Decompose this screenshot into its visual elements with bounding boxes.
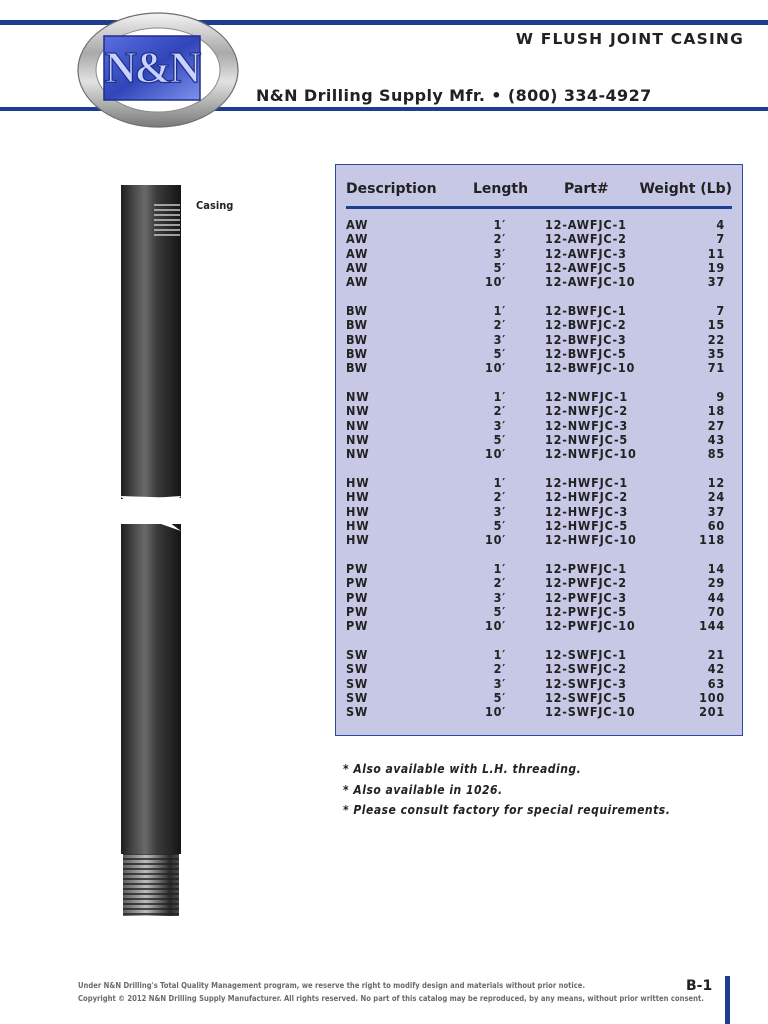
cell-description: AW [346,231,369,247]
logo-text: N&N [104,43,200,92]
note-consult-factory: * Please consult factory for special requirements. [343,803,671,817]
cell-length: 10′ [484,532,506,548]
table-group [336,648,742,719]
table-group [336,562,742,633]
cell-part-number: 12-AWFJC-1 [545,217,627,232]
cell-part-number: 12-SWFJC-10 [545,704,636,720]
cell-weight: 21 [707,646,725,662]
cell-length: 10′ [484,360,506,376]
cell-length: 1′ [493,217,506,232]
cell-length: 3′ [493,245,506,261]
cell-part-number: 12-PWFJC-10 [545,618,636,634]
table-row [336,691,742,705]
cell-length: 10′ [484,446,506,462]
cell-description: BW [346,360,368,376]
cell-weight: 35 [707,345,725,361]
cell-weight: 29 [707,575,725,591]
column-header-length: Length [473,181,529,197]
table-row [336,361,742,375]
cell-part-number: 12-BWFJC-10 [545,360,636,376]
table-group [336,304,742,375]
cell-weight: 22 [707,331,725,347]
cell-length: 2′ [493,489,506,505]
page-number-bar [725,976,730,1024]
cell-part-number: 12-PWFJC-1 [545,560,627,576]
footer-notice: Under N&N Drilling's Total Quality Management program, we reserve the right to modify design and materials without prior notice. [78,981,586,990]
cell-part-number: 12-AWFJC-3 [545,245,627,261]
cell-length: 1′ [493,646,506,662]
cell-description: NW [346,403,370,419]
table-row [336,677,742,691]
cell-weight: 11 [707,245,725,261]
cell-weight: 60 [707,517,725,533]
table-row [336,333,742,347]
table-row [336,390,742,404]
cell-part-number: 12-SWFJC-1 [545,646,627,662]
cell-description: HW [346,517,370,533]
cell-description: AW [346,259,369,275]
table-row [336,705,742,719]
cell-part-number: 12-HWFJC-10 [545,532,637,548]
footer-copyright: Copyright © 2012 N&N Drilling Supply Manufacturer. All rights reserved. No part of this catalog may be reproduced, by any means, without prior written consent. [78,994,704,1003]
table-row [336,476,742,490]
cell-length: 1′ [493,560,506,576]
cell-description: NW [346,417,370,433]
cell-part-number: 12-BWFJC-1 [545,302,627,318]
cell-length: 3′ [493,675,506,691]
cell-part-number: 12-NWFJC-10 [545,446,637,462]
cell-weight: 37 [707,274,725,290]
table-row [336,619,742,633]
cell-length: 3′ [493,417,506,433]
table-row [336,419,742,433]
table-group [336,218,742,289]
cell-weight: 4 [716,217,725,232]
note-1026: * Also available in 1026. [343,782,503,797]
cell-description: HW [346,532,370,548]
cell-length: 2′ [493,231,506,247]
cell-description: SW [346,646,369,662]
column-header-weight: Weight (Lb) [639,181,732,197]
cell-length: 5′ [493,603,506,619]
table-row [336,648,742,662]
cell-length: 2′ [493,317,506,333]
cell-part-number: 12-HWFJC-3 [545,503,629,519]
cell-description: AW [346,217,369,232]
casing-illustration [110,180,200,920]
cell-weight: 118 [699,532,725,548]
cell-description: SW [346,661,369,677]
page-number: B-1 [686,978,713,994]
cell-weight: 63 [707,675,725,691]
cell-part-number: 12-BWFJC-5 [545,345,627,361]
cell-description: BW [346,331,368,347]
cell-part-number: 12-BWFJC-3 [545,331,627,347]
table-body [336,218,742,734]
cell-description: BW [346,345,368,361]
cell-length: 10′ [484,274,506,290]
cell-part-number: 12-NWFJC-2 [545,403,629,419]
notes [343,759,670,821]
cell-length: 2′ [493,661,506,677]
note-lh-threading: * Also available with L.H. threading. [343,762,582,776]
table-row [336,404,742,418]
column-header-part: Part# [564,181,609,197]
table-row [336,218,742,232]
cell-weight: 19 [707,259,725,275]
cell-part-number: 12-HWFJC-5 [545,517,629,533]
cell-weight: 18 [707,403,725,419]
table-row [336,490,742,504]
cell-part-number: 12-SWFJC-2 [545,661,627,677]
table-row [336,576,742,590]
cell-length: 3′ [493,331,506,347]
cell-part-number: 12-PWFJC-5 [545,603,627,619]
cell-weight: 85 [707,446,725,462]
cell-weight: 43 [707,431,725,447]
cell-part-number: 12-PWFJC-2 [545,575,627,591]
cell-description: SW [346,689,369,705]
cell-length: 3′ [493,589,506,605]
cell-length: 1′ [493,388,506,404]
cell-length: 5′ [493,259,506,275]
cell-weight: 37 [707,503,725,519]
cell-weight: 144 [699,618,725,634]
table-header [336,181,742,203]
company-contact-line: N&N Drilling Supply Mfr. • (800) 334-4927 [256,86,652,105]
cell-weight: 9 [716,388,725,404]
table-header-rule [346,206,732,209]
cell-description: PW [346,603,369,619]
cell-part-number: 12-HWFJC-2 [545,489,629,505]
cell-weight: 201 [699,704,725,720]
table-row [336,519,742,533]
cell-length: 1′ [493,474,506,490]
cell-weight: 71 [707,360,725,376]
cell-description: PW [346,575,369,591]
cell-description: AW [346,274,369,290]
table-row [336,304,742,318]
table-row [336,605,742,619]
cell-description: HW [346,503,370,519]
cell-length: 10′ [484,704,506,720]
column-header-description: Description [346,181,437,197]
table-group [336,476,742,547]
cell-part-number: 12-AWFJC-5 [545,259,627,275]
cell-length: 3′ [493,503,506,519]
cell-weight: 12 [707,474,725,490]
cell-part-number: 12-NWFJC-3 [545,417,629,433]
table-row [336,318,742,332]
cell-length: 1′ [493,302,506,318]
cell-part-number: 12-HWFJC-1 [545,474,629,490]
table-group [336,390,742,461]
table-row [336,247,742,261]
cell-part-number: 12-SWFJC-5 [545,689,627,705]
cell-weight: 42 [707,661,725,677]
table-row [336,347,742,361]
cell-description: PW [346,560,369,576]
company-logo [74,8,242,132]
cell-weight: 7 [716,302,725,318]
cell-weight: 100 [699,689,725,705]
table-row [336,261,742,275]
table-row [336,591,742,605]
cell-part-number: 12-AWFJC-10 [545,274,636,290]
table-row [336,433,742,447]
table-row [336,275,742,289]
cell-description: SW [346,675,369,691]
cell-part-number: 12-AWFJC-2 [545,231,627,247]
cell-length: 5′ [493,517,506,533]
cell-length: 5′ [493,431,506,447]
cell-description: HW [346,489,370,505]
spec-table [335,164,743,736]
cell-description: NW [346,388,370,404]
cell-length: 10′ [484,618,506,634]
cell-part-number: 12-NWFJC-5 [545,431,629,447]
cell-description: PW [346,589,369,605]
cell-weight: 44 [707,589,725,605]
cell-description: HW [346,474,370,490]
cell-weight: 14 [707,560,725,576]
cell-weight: 27 [707,417,725,433]
cell-description: BW [346,317,368,333]
cell-description: NW [346,446,370,462]
cell-length: 2′ [493,575,506,591]
cell-part-number: 12-BWFJC-2 [545,317,627,333]
table-row [336,533,742,547]
table-row [336,562,742,576]
table-row [336,662,742,676]
cell-part-number: 12-SWFJC-3 [545,675,627,691]
cell-length: 5′ [493,689,506,705]
cell-length: 5′ [493,345,506,361]
table-row [336,232,742,246]
cell-weight: 24 [707,489,725,505]
cell-description: AW [346,245,369,261]
cell-weight: 7 [716,231,725,247]
cell-description: SW [346,704,369,720]
table-row [336,447,742,461]
cell-description: NW [346,431,370,447]
cell-length: 2′ [493,403,506,419]
cell-part-number: 12-NWFJC-1 [545,388,629,404]
cell-description: PW [346,618,369,634]
cell-weight: 70 [707,603,725,619]
casing-label: Casing [196,199,234,212]
page-title: W FLUSH JOINT CASING [515,30,744,48]
cell-description: BW [346,302,368,318]
table-row [336,505,742,519]
cell-part-number: 12-PWFJC-3 [545,589,627,605]
cell-weight: 15 [707,317,725,333]
